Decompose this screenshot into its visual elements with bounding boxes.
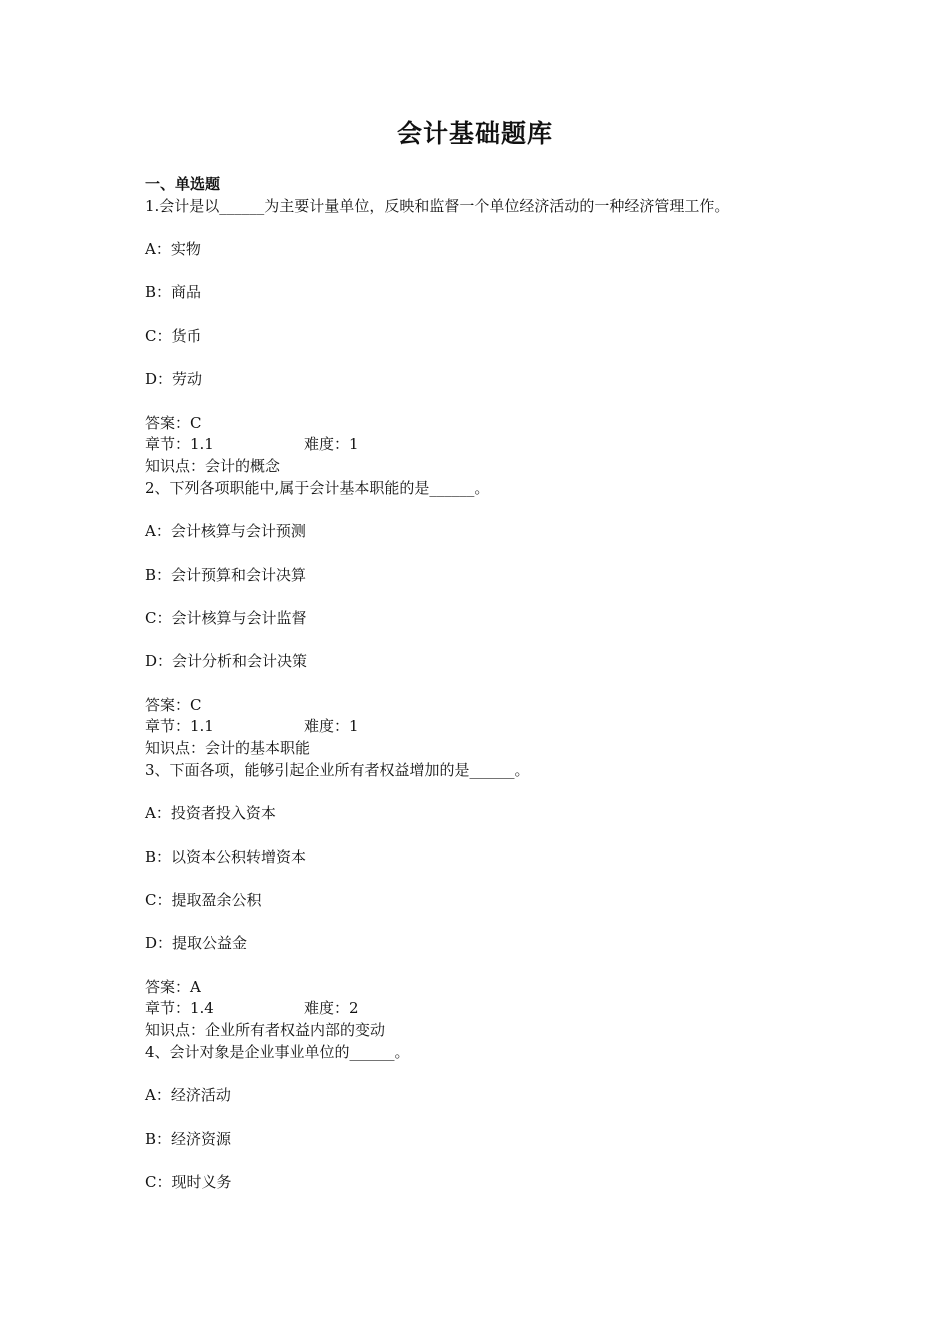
- option-a: A：经济活动: [145, 1086, 231, 1105]
- option-b: B：以资本公积转增资本: [145, 847, 307, 866]
- chapter: 章节：1.4: [145, 999, 214, 1018]
- option-d: D：提取公益金: [145, 934, 248, 953]
- answer: 答案：C: [145, 695, 202, 714]
- option-a: A：会计核算与会计预测: [145, 522, 306, 541]
- difficulty: 难度：2: [304, 999, 359, 1018]
- chapter: 章节：1.1: [145, 435, 214, 454]
- option-c: C：现时义务: [145, 1173, 232, 1192]
- question-stem: 2、下列各项职能中,属于会计基本职能的是______。: [145, 478, 490, 497]
- question-stem: 3、下面各项，能够引起企业所有者权益增加的是______。: [145, 760, 530, 779]
- question-3: [145, 760, 825, 1042]
- difficulty: 难度：1: [304, 435, 359, 454]
- option-a: A：实物: [145, 240, 201, 259]
- question-4: [145, 1042, 825, 1194]
- answer: 答案：A: [145, 977, 201, 996]
- option-c: C：提取盈余公积: [145, 891, 262, 909]
- option-a: A：投资者投入资本: [145, 804, 276, 823]
- option-c: C：会计核算与会计监督: [145, 608, 307, 627]
- meta-row: [145, 716, 825, 738]
- option-d: D：劳动: [145, 370, 203, 389]
- knowledge-point: 知识点：会计的基本职能: [145, 739, 311, 758]
- option-b: B：经济资源: [145, 1129, 232, 1148]
- question-1: [145, 196, 825, 478]
- document-content: [145, 174, 825, 1194]
- option-b: B：商品: [145, 283, 202, 302]
- option-d: D：会计分析和会计决策: [145, 652, 308, 671]
- knowledge-point: 知识点：企业所有者权益内部的变动: [145, 1021, 386, 1040]
- document-title: 会计基础题库: [396, 119, 553, 148]
- section-heading: 一、单选题: [145, 175, 221, 193]
- option-c: C：货币: [145, 326, 202, 345]
- difficulty: 难度：1: [304, 717, 359, 736]
- chapter: 章节：1.1: [145, 717, 214, 736]
- question-stem: 4、会计对象是企业事业单位的______。: [145, 1042, 410, 1061]
- answer: 答案：C: [145, 413, 202, 432]
- knowledge-point: 知识点：会计的概念: [145, 457, 281, 476]
- question-stem: 1.会计是以______为主要计量单位，反映和监督一个单位经济活动的一种经济管理工作。: [145, 196, 730, 215]
- question-2: [145, 478, 825, 760]
- meta-row: [145, 434, 825, 456]
- option-b: B：会计预算和会计决算: [145, 565, 307, 584]
- meta-row: [145, 998, 825, 1020]
